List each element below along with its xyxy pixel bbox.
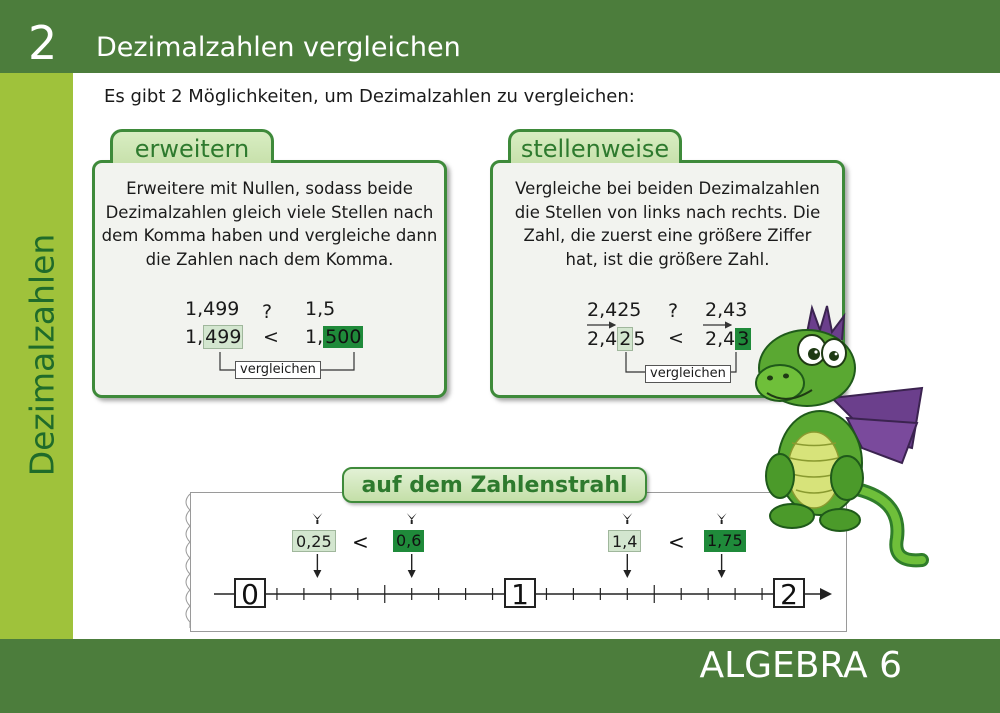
extend-row2-left-int: 1, (185, 326, 204, 348)
digits-row1-right: 2,43 (705, 299, 748, 321)
extend-row2-left-dec: 499 (205, 326, 242, 348)
nl-value-1-4: 1,4 (608, 530, 641, 552)
dragon-icon (752, 298, 932, 578)
digits-tab: stellenweise (508, 129, 682, 163)
nl-pointer-arrow (313, 570, 321, 578)
digits-row2-symbol: < (668, 327, 684, 349)
extend-row2-right-dec: 500 (325, 326, 362, 348)
digits-row2-left-hl: 2 (619, 328, 632, 350)
extend-row2-right-int: 1, (305, 326, 324, 348)
nl-value-0-6: 0,6 (393, 530, 424, 552)
nl-marker-feather (312, 513, 322, 520)
nl-pointer-arrow (623, 570, 631, 578)
digits-text: Vergleiche bei beiden Dezimalzahlen die Stellen von links nach rechts. Die Zahl, die zuerst eine größere Ziffer hat, ist die größere Zahl. (514, 179, 821, 269)
nl-pointer-arrow (718, 570, 726, 578)
nl-value-1-75: 1,75 (704, 530, 746, 552)
extend-row1-right: 1,5 (305, 298, 336, 320)
extend-row1-symbol: ? (262, 301, 273, 323)
digits-row2-left-post: 5 (633, 328, 646, 350)
extend-tab: erweitern (110, 129, 274, 163)
nl-marker-feather (407, 513, 417, 520)
extend-text: Erweitere mit Nullen, sodass beide Dezimalzahlen gleich viele Stellen nach dem Komma haben und vergleiche dann die Zahlen nach dem Komma. (101, 179, 438, 269)
digits-compare-label: vergleichen (645, 365, 731, 383)
chapter-title: Dezimalzahlen vergleichen (96, 32, 461, 63)
intro-text: Es gibt 2 Möglichkeiten, um Dezimalzahlen zu vergleichen: (104, 86, 635, 107)
nl-value-0-25: 0,25 (292, 530, 336, 552)
number-line-arrowhead (820, 588, 832, 600)
sidebar-label: Dezimalzahlen (22, 233, 62, 477)
digits-row1-symbol: ? (668, 300, 679, 322)
number-line-label-1: 1 (504, 578, 536, 608)
number-line-label-2: 2 (773, 578, 805, 608)
digits-row1-left: 2,425 (587, 299, 642, 321)
digits-row2-right-pre: 2,4 (705, 328, 736, 350)
nl-marker-feather (622, 513, 632, 520)
extend-row1-left: 1,499 (185, 298, 240, 320)
extend-compare-label: vergleichen (235, 361, 321, 379)
nl-marker-feather (717, 513, 727, 520)
number-line-tab: auf dem Zahlenstrahl (342, 467, 647, 503)
footer-label: ALGEBRA 6 (699, 645, 902, 686)
nl-symbol-2: < (668, 530, 685, 554)
digits-row2-right-hl: 3 (737, 328, 750, 350)
chapter-number: 2 (28, 16, 58, 70)
nl-pointer-arrow (408, 570, 416, 578)
digits-row2-left-pre: 2,4 (587, 328, 618, 350)
number-line-label-0: 0 (234, 578, 266, 608)
nl-symbol-1: < (352, 530, 369, 554)
extend-row2-symbol: < (263, 326, 279, 348)
